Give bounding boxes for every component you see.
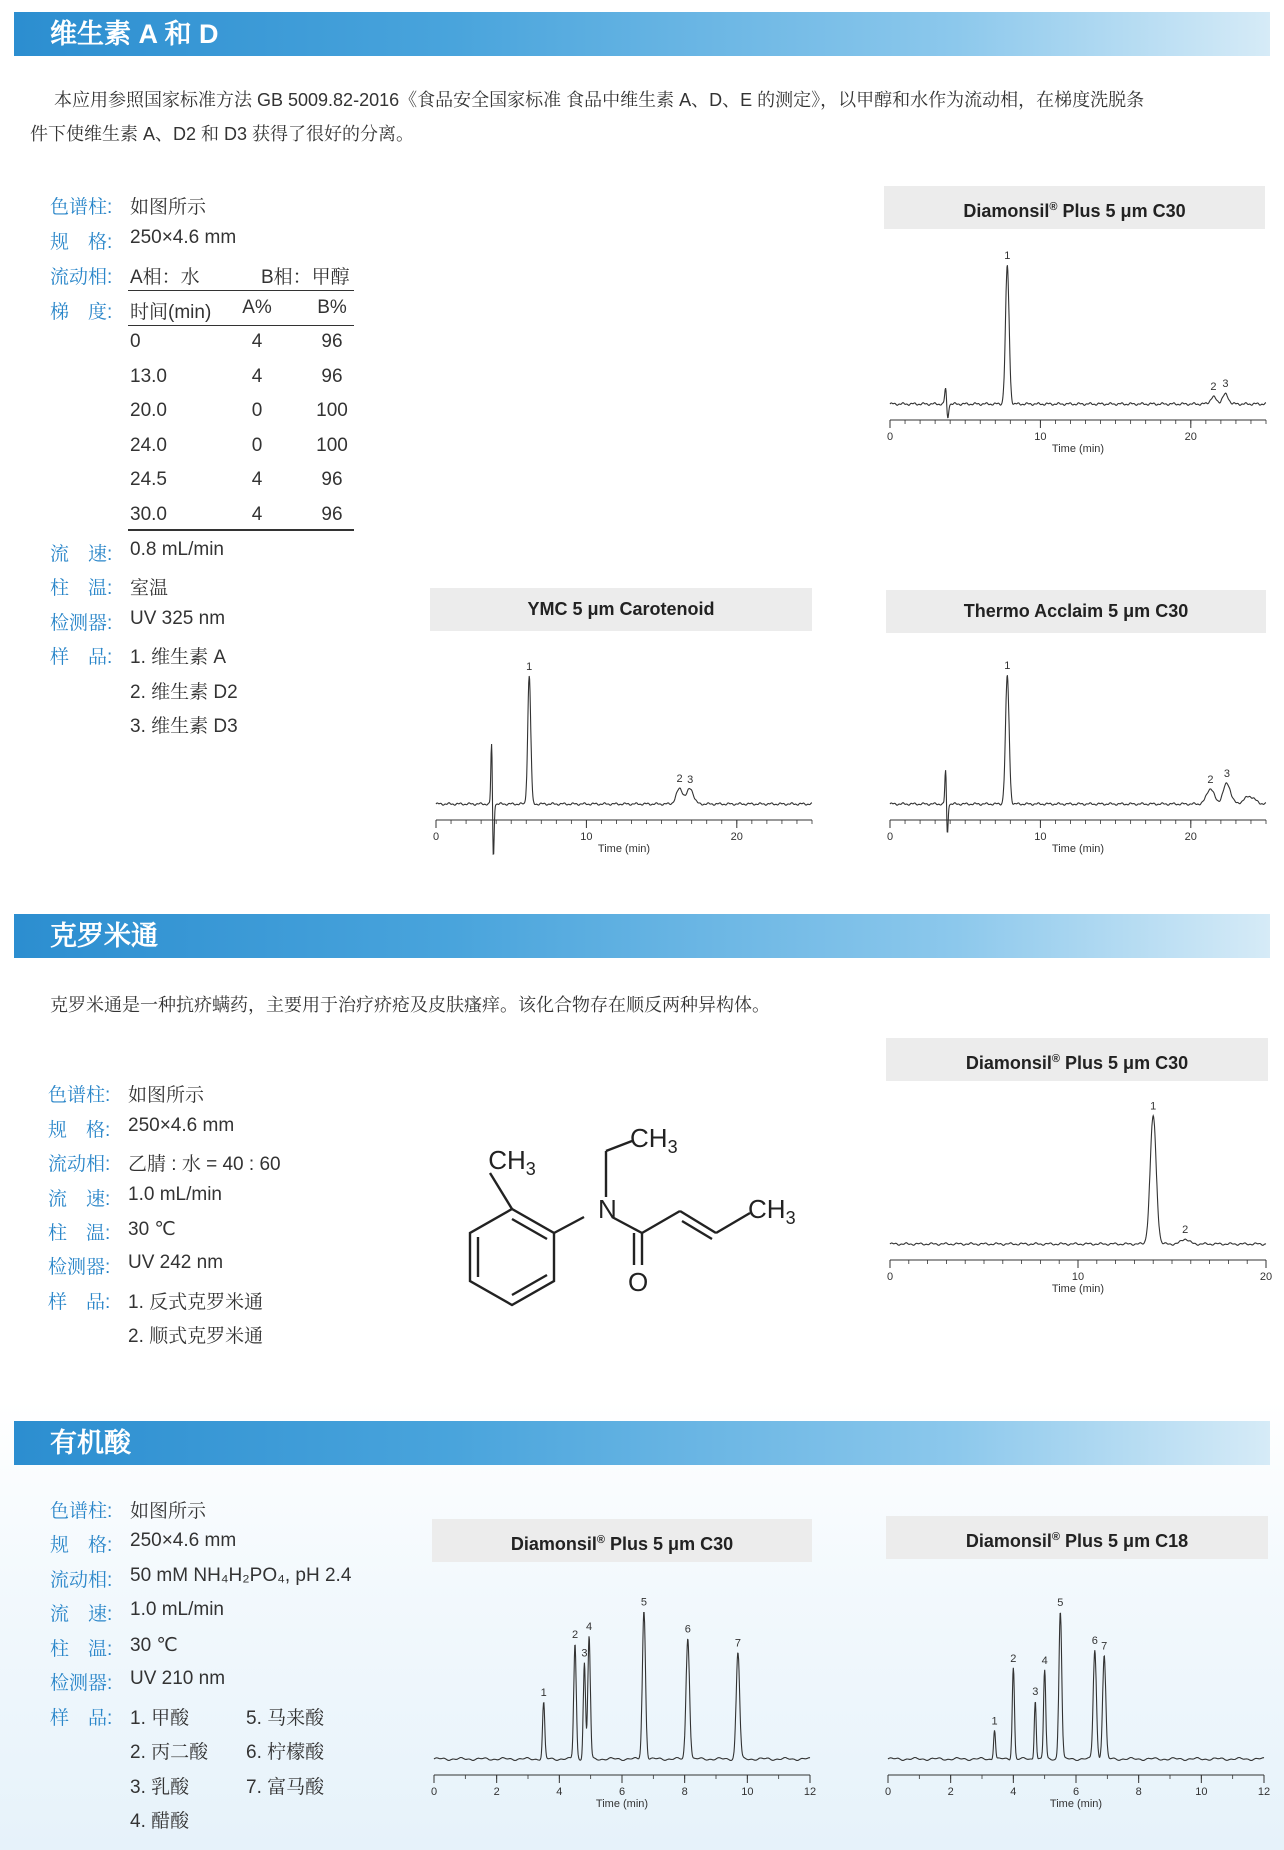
peak-label: 7 — [734, 1637, 741, 1650]
x-tick-label: 10 — [1071, 1271, 1085, 1283]
peak-label: 7 — [1101, 1640, 1108, 1653]
x-tick-label: 20 — [1259, 1271, 1273, 1283]
chart-title-vitamin-diamonsil: Diamonsil® Plus 5 μm C30 — [884, 186, 1265, 229]
crotamiton-column-label: 色谱柱: — [48, 1085, 111, 1106]
vitamin-sample-item: 1. 维生素 A — [130, 647, 227, 668]
crotamiton-sample-item: 1. 反式克罗米通 — [128, 1292, 264, 1313]
peak-label: 6 — [684, 1623, 691, 1636]
x-tick-label: 2 — [493, 1786, 500, 1798]
x-tick-label: 10 — [580, 831, 593, 843]
x-tick-label: 10 — [1195, 1786, 1208, 1798]
x-axis-label: Time (min) — [597, 843, 651, 855]
methyl-label-terminal: $CH_3$ — [748, 1194, 796, 1228]
peak-label: 2 — [1182, 1224, 1189, 1237]
methyl-label-ethyl: $CH_3$ — [630, 1123, 678, 1157]
x-tick-label: 0 — [432, 831, 440, 843]
vitamin-temp-label: 柱 温: — [50, 578, 113, 599]
gradient-bottom-rule — [128, 529, 354, 531]
vitamin-detector-label: 检测器: — [50, 613, 113, 634]
x-tick-label: 0 — [430, 1786, 438, 1798]
x-tick-label: 20 — [730, 831, 743, 843]
crotamiton-sample-item: 2. 顺式克罗米通 — [128, 1326, 264, 1347]
vitamin-detector-value: UV 325 nm — [130, 608, 226, 629]
gradient-header-time: 时间(min) — [130, 302, 212, 323]
x-tick-label: 20 — [1184, 431, 1197, 443]
benzene-ring — [470, 1209, 554, 1305]
gradient-cell: 100 — [316, 400, 348, 421]
organic-temp-value: 30 ℃ — [130, 1635, 178, 1656]
peak-label: 1 — [526, 660, 533, 673]
vitamin-sample-item: 2. 维生素 D2 — [130, 682, 238, 703]
x-tick-label: 20 — [1184, 831, 1197, 843]
gradient-cell: 24.0 — [130, 435, 167, 456]
gradient-cell: 96 — [321, 504, 343, 525]
peak-label: 2 — [1207, 773, 1214, 786]
peak-label: 2 — [1010, 1652, 1017, 1665]
chart-title-organic-c18: Diamonsil® Plus 5 μm C18 — [886, 1516, 1268, 1559]
gradient-cell: 4 — [251, 331, 263, 352]
crotamiton-structure — [470, 1105, 830, 1315]
crotamiton-flow-value: 1.0 mL/min — [128, 1184, 222, 1205]
subscript-3: 3 — [785, 1208, 796, 1228]
crotamiton-mobile-label: 流动相: — [48, 1154, 111, 1175]
x-tick-label: 0 — [886, 1271, 894, 1283]
organic-detector-label: 检测器: — [50, 1673, 113, 1694]
gradient-cell: 96 — [321, 331, 343, 352]
x-axis-label: Time (min) — [595, 1798, 649, 1810]
x-tick-label: 12 — [803, 1786, 817, 1798]
peak-label: 3 — [1222, 378, 1229, 391]
chromatogram-organic-c30 — [430, 1595, 817, 1825]
bond-ch-ch3 — [716, 1213, 750, 1233]
x-tick-label: 10 — [1034, 831, 1047, 843]
vitamin-sample-item: 3. 维生素 D3 — [130, 716, 238, 737]
organic-mobile-label: 流动相: — [50, 1570, 113, 1591]
peak-label: 3 — [581, 1647, 588, 1660]
x-tick-label: 10 — [741, 1786, 754, 1798]
alkene-bond — [682, 1221, 712, 1239]
x-tick-label: 6 — [1072, 1786, 1080, 1798]
x-tick-label: 6 — [618, 1786, 626, 1798]
gradient-cell: 4 — [251, 469, 263, 490]
x-tick-label: 8 — [1135, 1786, 1142, 1798]
ring-double-bond — [512, 1275, 547, 1295]
gradient-header-rule — [128, 325, 354, 326]
peak-label: 4 — [586, 1620, 593, 1633]
organic-spec-label: 规 格: — [50, 1535, 113, 1556]
x-tick-label: 10 — [1034, 431, 1047, 443]
gradient-cell: 4 — [251, 366, 263, 387]
peak-label: 1 — [1150, 1100, 1157, 1113]
vitamin-gradient-label: 梯 度: — [50, 302, 113, 323]
crotamiton-sample-label: 样 品: — [48, 1292, 111, 1313]
chromatogram-trace — [890, 1116, 1266, 1246]
vitamin-spec-label: 规 格: — [50, 232, 113, 253]
peak-label: 5 — [640, 1596, 647, 1609]
bond-ring-n — [554, 1217, 584, 1233]
chromatogram-trace — [888, 1613, 1264, 1760]
chart-title-crotamiton: Diamonsil® Plus 5 μm C30 — [886, 1038, 1268, 1081]
x-axis-label: Time (min) — [1049, 1798, 1103, 1810]
chromatogram-trace — [890, 265, 1266, 417]
x-tick-label: 0 — [886, 831, 894, 843]
ring-double-bond — [512, 1219, 547, 1239]
organic-column-label: 色谱柱: — [50, 1501, 113, 1522]
mobile-underline — [128, 290, 354, 291]
subscript-3: 3 — [667, 1137, 678, 1157]
chromatogram-vitamin-ymc — [434, 660, 814, 870]
gradient-cell: 4 — [251, 504, 263, 525]
x-tick-label: 0 — [886, 431, 894, 443]
crotamiton-detector-value: UV 242 nm — [128, 1252, 224, 1273]
organic-mobile-value: 50 mM NH₄H₂PO₄, pH 2.4 — [130, 1565, 352, 1586]
section-title-organic: 有机酸 — [14, 1421, 1270, 1465]
organic-sample-item: 6. 柠檬酸 — [246, 1742, 325, 1763]
peak-label: 1 — [1004, 660, 1011, 672]
crotamiton-mobile-value: 乙腈 : 水 = 40 : 60 — [128, 1154, 281, 1175]
peak-label: 1 — [1004, 249, 1011, 262]
chromatogram-crotamiton — [886, 1100, 1273, 1310]
vitamin-mobile-b: B相：甲醇 — [261, 267, 350, 288]
gradient-header-a: A% — [242, 297, 272, 318]
gradient-cell: 96 — [321, 366, 343, 387]
peak-label: 1 — [540, 1686, 547, 1699]
x-tick-label: 4 — [556, 1786, 563, 1798]
gradient-cell: 24.5 — [130, 469, 167, 490]
gradient-cell: 0 — [130, 331, 141, 352]
chromatogram-organic-c18 — [884, 1595, 1271, 1825]
gradient-header-b: B% — [317, 297, 347, 318]
bond-ch2-ch3 — [606, 1141, 632, 1151]
chart-title-vitamin-ymc: YMC 5 μm Carotenoid — [430, 588, 812, 631]
crotamiton-detector-label: 检测器: — [48, 1257, 111, 1278]
organic-sample-item: 1. 甲酸 — [130, 1708, 190, 1729]
crotamiton-spec-value: 250×4.6 mm — [128, 1115, 235, 1136]
gradient-cell: 13.0 — [130, 366, 167, 387]
gradient-cell: 100 — [316, 435, 348, 456]
organic-sample-label: 样 品: — [50, 1708, 113, 1729]
peak-label: 6 — [1091, 1635, 1098, 1648]
organic-sample-item: 7. 富马酸 — [246, 1777, 325, 1798]
crotamiton-column-value: 如图所示 — [128, 1085, 205, 1106]
vitamin-spec-value: 250×4.6 mm — [130, 227, 237, 248]
organic-temp-label: 柱 温: — [50, 1639, 113, 1660]
organic-flow-value: 1.0 mL/min — [130, 1599, 224, 1620]
vitamin-column-label: 色谱柱: — [50, 197, 113, 218]
peak-label: 3 — [1223, 768, 1230, 781]
organic-column-value: 如图所示 — [130, 1501, 207, 1522]
vitamin-intro-line2: 件下使维生素 A、D2 和 D3 获得了很好的分离。 — [30, 124, 415, 144]
gradient-cell: 96 — [321, 469, 343, 490]
peak-label: 2 — [571, 1628, 579, 1641]
vitamin-column-value: 如图所示 — [130, 197, 207, 218]
crotamiton-temp-label: 柱 温: — [48, 1223, 111, 1244]
organic-sample-item: 2. 丙二酸 — [130, 1742, 209, 1763]
crotamiton-spec-label: 规 格: — [48, 1120, 111, 1141]
organic-sample-item: 5. 马来酸 — [246, 1708, 325, 1729]
x-tick-label: 8 — [681, 1786, 688, 1798]
organic-flow-label: 流 速: — [50, 1604, 113, 1625]
peak-label: 3 — [1032, 1686, 1039, 1699]
chromatogram-trace — [436, 676, 812, 854]
peak-label: 5 — [1057, 1596, 1064, 1609]
chart-title-vitamin-thermo: Thermo Acclaim 5 μm C30 — [886, 590, 1266, 633]
vitamin-mobile-label: 流动相: — [50, 267, 113, 288]
peak-label: 2 — [676, 773, 683, 785]
crotamiton-flow-label: 流 速: — [48, 1189, 111, 1210]
organic-detector-value: UV 210 nm — [130, 1668, 226, 1689]
x-axis-label: Time (min) — [1051, 843, 1105, 855]
x-tick-label: 0 — [884, 1786, 892, 1798]
organic-sample-item: 3. 乳酸 — [130, 1777, 190, 1798]
chromatogram-trace — [434, 1613, 810, 1761]
crotamiton-temp-value: 30 ℃ — [128, 1219, 176, 1240]
subscript-3: 3 — [525, 1159, 536, 1179]
bond-to-methyl — [490, 1173, 512, 1209]
gradient-cell: 0 — [251, 435, 263, 456]
chart-title-organic-c30: Diamonsil® Plus 5 μm C30 — [432, 1519, 812, 1562]
peak-label: 3 — [687, 773, 694, 786]
x-tick-label: 4 — [1010, 1786, 1017, 1798]
vitamin-temp-value: 室温 — [130, 578, 169, 599]
gradient-cell: 30.0 — [130, 504, 167, 525]
chromatogram-vitamin-thermo — [888, 660, 1268, 870]
peak-label: 4 — [1041, 1654, 1048, 1667]
chromatogram-vitamin-diamonsil — [888, 250, 1268, 470]
vitamin-flow-value: 0.8 mL/min — [130, 539, 224, 560]
chromatogram-trace — [890, 675, 1266, 832]
peak-label: 2 — [1210, 381, 1217, 394]
peak-label: 1 — [991, 1715, 998, 1728]
crotamiton-intro: 克罗米通是一种抗疥螨药，主要用于治疗疥疮及皮肤瘙痒。该化合物存在顺反两种异构体。 — [50, 995, 770, 1015]
gradient-cell: 20.0 — [130, 400, 167, 421]
organic-sample-item: 4. 醋酸 — [130, 1811, 190, 1832]
vitamin-mobile-a: A相：水 — [130, 267, 200, 288]
oxygen-label: O — [628, 1267, 649, 1297]
section-title-vitamin: 维生素 A 和 D — [14, 12, 1270, 56]
bond-c-ch — [642, 1211, 680, 1233]
section-title-crotamiton: 克罗米通 — [14, 914, 1270, 958]
vitamin-sample-label: 样 品: — [50, 647, 113, 668]
x-axis-label: Time (min) — [1051, 443, 1105, 455]
gradient-cell: 0 — [251, 400, 263, 421]
x-tick-label: 12 — [1257, 1786, 1271, 1798]
x-tick-label: 2 — [947, 1786, 954, 1798]
vitamin-flow-label: 流 速: — [50, 544, 113, 565]
x-axis-label: Time (min) — [1051, 1283, 1105, 1295]
vitamin-intro-line1: 本应用参照国家标准方法 GB 5009.82-2016《食品安全国家标准 食品中维生素 A、D、E 的测定》，以甲醇和水作为流动相，在梯度洗脱条 — [54, 90, 1145, 110]
nitrogen-label: N — [598, 1194, 617, 1224]
organic-spec-value: 250×4.6 mm — [130, 1530, 237, 1551]
methyl-label-ortho: $CH_3$ — [488, 1145, 536, 1179]
